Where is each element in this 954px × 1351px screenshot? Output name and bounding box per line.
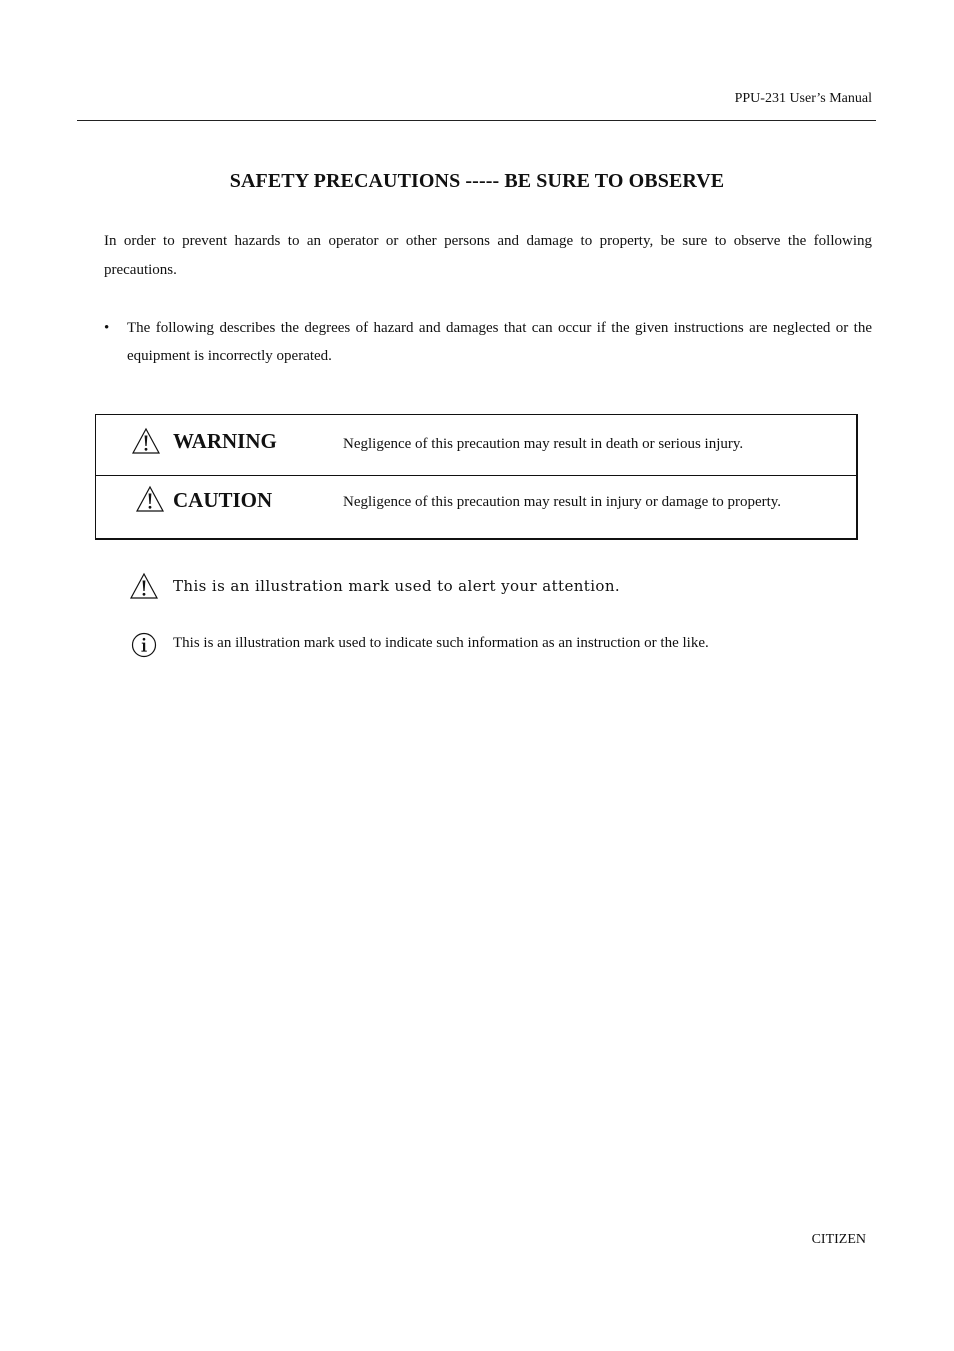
warning-triangle-icon	[129, 572, 159, 600]
hazard-level-table	[95, 414, 858, 540]
intro-paragraph: In order to prevent hazards to an operator or other persons and damage to property, be sure to observe the following precautions.	[104, 233, 872, 278]
footer-brand: CITIZEN	[811, 1232, 866, 1247]
caution-label: CAUTION	[173, 488, 273, 512]
header-manual-title: PPU-231 User’s Manual	[734, 91, 872, 106]
warning-triangle-icon	[131, 427, 161, 455]
caution-description: Negligence of this precaution may result in injury or damage to property.	[343, 494, 782, 510]
warning-label: WARNING	[173, 429, 277, 453]
header-divider	[77, 120, 876, 121]
warning-triangle-icon	[135, 485, 165, 513]
alert-mark-description: This is an illustration mark used to alert your attention.	[173, 577, 621, 595]
bullet-item	[104, 314, 872, 370]
page-title: SAFETY PRECAUTIONS ----- BE SURE TO OBSERVE	[229, 170, 725, 192]
info-mark-description: This is an illustration mark used to indicate such information as an instruction or the like.	[173, 635, 709, 651]
bullet-symbol: •	[104, 320, 110, 336]
info-circle-icon	[131, 632, 157, 658]
warning-description: Negligence of this precaution may result in death or serious injury.	[343, 436, 744, 452]
bullet-text: The following describes the degrees of hazard and damages that can occur if the given instructions are neglected or the equipment is incorrectly operated.	[127, 320, 872, 364]
